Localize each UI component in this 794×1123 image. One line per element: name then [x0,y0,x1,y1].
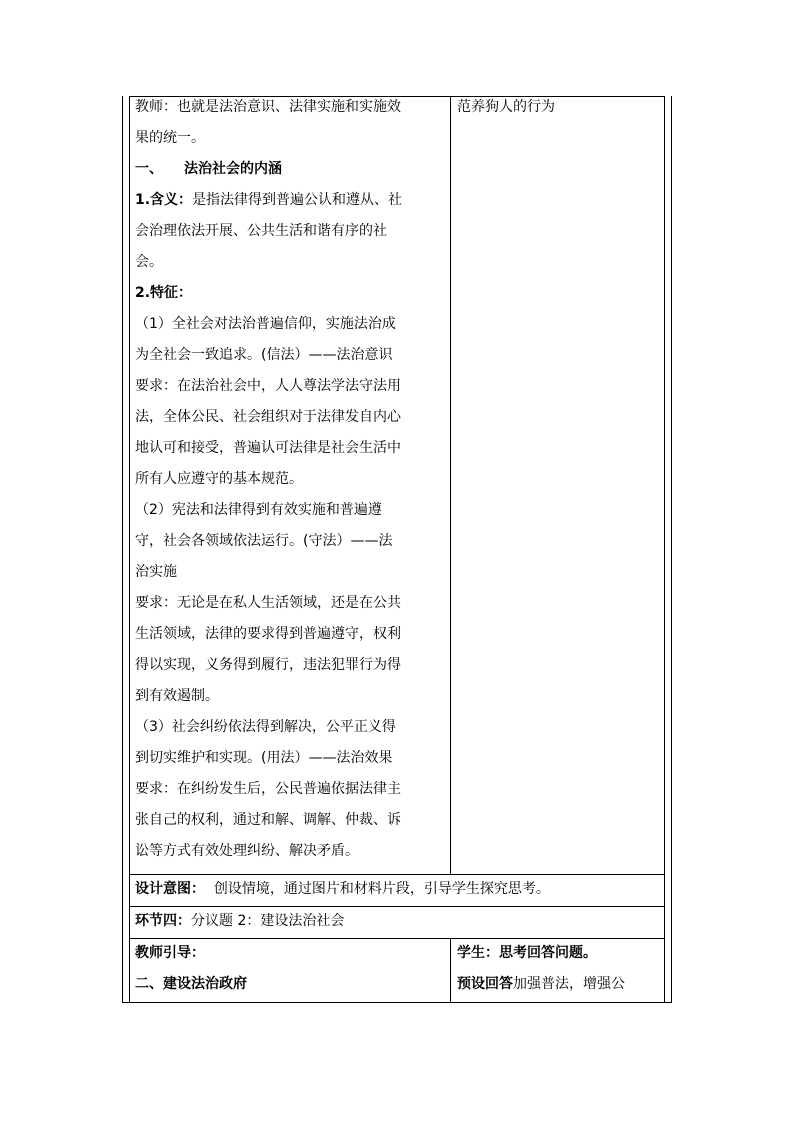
column-divider-lower [450,938,451,1003]
text-line: 到有效遏制。 [135,688,219,704]
preset-answer-text: 加强普法，增强公 [513,976,625,992]
preset-answer-label: 预设回答 [457,976,513,992]
design-intent-row [135,874,660,905]
text-line: 所有人应遵守的基本规范。 [135,471,303,487]
text-line: 要求：在法治社会中，人人尊法学法守法用 [135,378,401,394]
design-intent-text: 创设情境，通过图片和材料片段，引导学生探究思考。 [213,881,550,897]
student-cell [457,938,662,1000]
definition-text: 是指法律得到普遍公认和遵从、社 [192,192,403,208]
text-line: 生活领域，法律的要求得到普遍遵守，权利 [135,626,401,642]
text-line: 会治理依法开展、公共生活和谐有序的社 [135,223,387,239]
section-heading: 一、 法治社会的内涵 [135,161,282,177]
text-line: 守，社会各领域依法运行。(守法）——法 [135,533,393,549]
section-label: 环节四： [135,913,191,929]
design-intent-label: 设计意图： [135,881,205,897]
text-line: 讼等方式有效处理纠纷、解决矛盾。 [135,843,359,859]
teacher-guide-cell [135,938,445,1000]
text-line: （2）宪法和法律得到有效实施和普遍遵 [135,502,382,518]
text-line: 法，全体公民、社会组织对于法律发自内心 [135,409,401,425]
text-line: 为全社会一致追求。(信法）——法治意识 [135,347,393,363]
text-line: 治实施 [135,564,177,580]
definition-label: 1.含义： [135,192,193,208]
definition-line [135,185,445,216]
text-line: （1）全社会对法治普遍信仰，实施法治成 [135,316,396,332]
text-line: 张自己的权利，通过和解、调解、仲裁、诉 [135,812,401,828]
text-line: 教师：也就是法治意识、法律实施和实施效 [135,99,401,115]
content-cell-right [457,92,662,123]
subsection-heading: 二、建设法治政府 [135,976,247,992]
text-line: 果的统一。 [135,130,205,146]
student-line: 学生：思考回答问题。 [457,945,597,961]
text-line: 范养狗人的行为 [457,99,555,115]
text-line: （3）社会纠纷依法得到解决，公平正义得 [135,719,396,735]
section-title: 分议题 2：建设法治社会 [191,913,345,929]
text-line: 得以实现，义务得到履行，违法犯罪行为得 [135,657,401,673]
teacher-guide-label: 教师引导： [135,945,205,961]
text-line: 会。 [135,254,163,270]
text-line: 地认可和接受，普遍认可法律是社会生活中 [135,440,401,456]
text-line: 要求：无论是在私人生活领域，还是在公共 [135,595,401,611]
text-line: 到切实维护和实现。(用法）——法治效果 [135,750,393,766]
text-line: 要求：在纠纷发生后，公民普遍依据法律主 [135,781,401,797]
column-divider-upper [450,96,451,874]
section-row [135,906,660,937]
features-heading: 2.特征： [135,285,193,301]
content-cell-left [135,92,445,867]
